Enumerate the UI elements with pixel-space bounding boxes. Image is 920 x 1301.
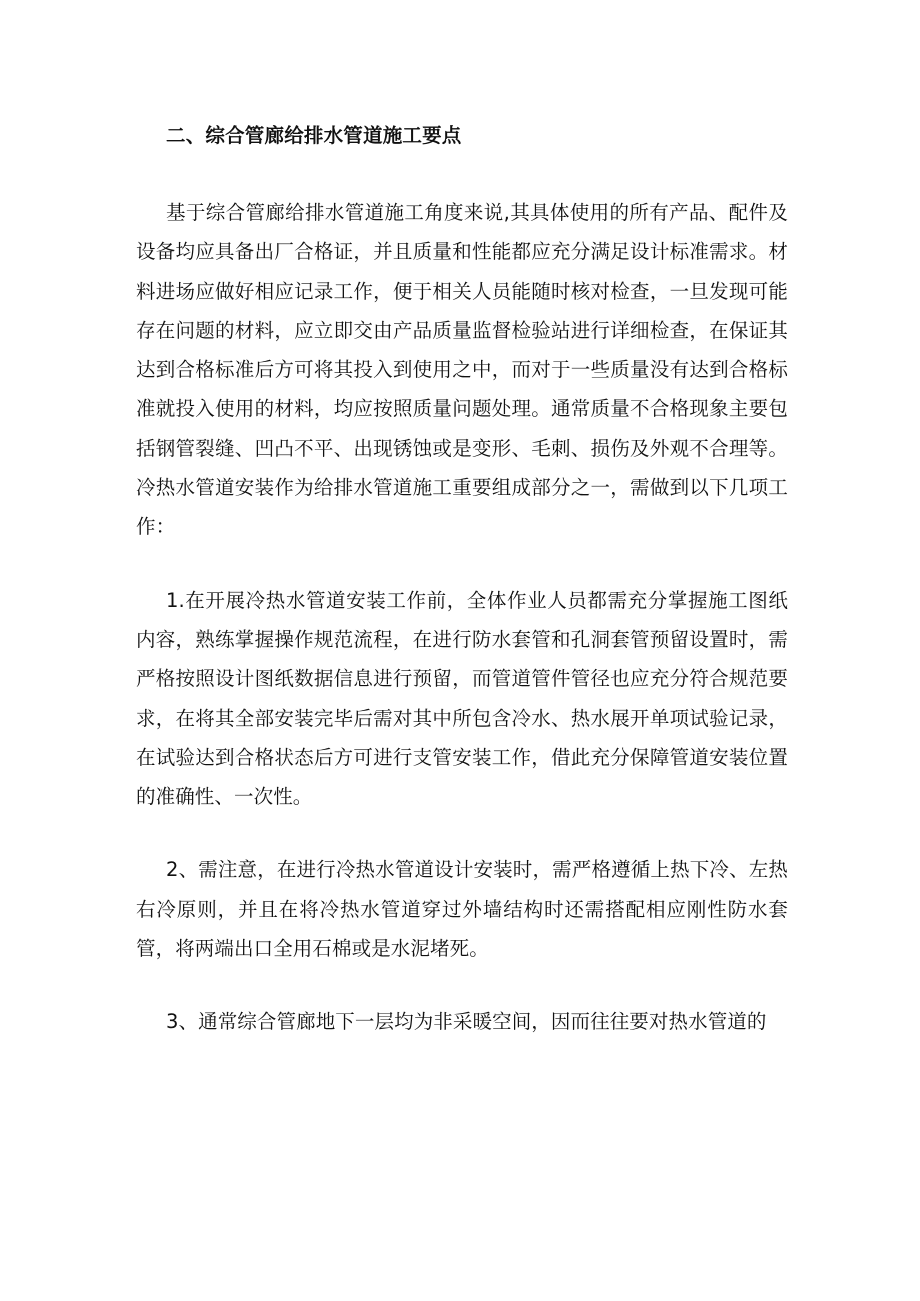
paragraph-item-2: 2、需注意，在进行冷热水管道设计安装时，需严格遵循上热下冷、左热右冷原则，并且在将冷热水管道穿过外墙结构时还需搭配相应刚性防水套管，将两端出口全用石棉或是水泥堵死。: [136, 858, 788, 961]
section-heading: 二、综合管廊给排水管道施工要点: [166, 124, 462, 147]
paragraph-materials: 基于综合管廊给排水管道施工角度来说,其具体使用的所有产品、配件及设备均应具备出厂合格证，并且质量和性能都应充分满足设计标准需求。材料进场应做好相应记录工作，便于相关人员能随时核对检查，一旦发现可能存在问题的材料，应立即交由产品质量监督检验站进行详细检查，在保证其达到合格标准后方可将其投入到使用之中，而对于一些质量没有达到合格标准就投入使用的材料，均应按照质量问题处理。通常质量不合格现象主要包括钢管裂缝、凹凸不平、出现锈蚀或是变形、毛刺、损伤及外观不合理等。冷热水管道安装作为给排水管道施工重要组成部分之一，需做到以下几项工作：: [136, 201, 788, 539]
paragraph-item-1: 1.在开展冷热水管道安装工作前，全体作业人员都需充分掌握施工图纸内容，熟练掌握操作规范流程，在进行防水套管和孔洞套管预留设置时，需严格按照设计图纸数据信息进行预留，而管道管件管径也应充分符合规范要求，在将其全部安装完毕后需对其中所包含冷水、热水展开单项试验记录，在试验达到合格状态后方可进行支管安装工作，借此充分保障管道安装位置的准确性、一次性。: [136, 588, 788, 809]
paragraph-item-3: 3、通常综合管廊地下一层均为非采暖空间，因而往往要对热水管道的: [166, 1010, 767, 1034]
document-body: [136, 117, 788, 1042]
